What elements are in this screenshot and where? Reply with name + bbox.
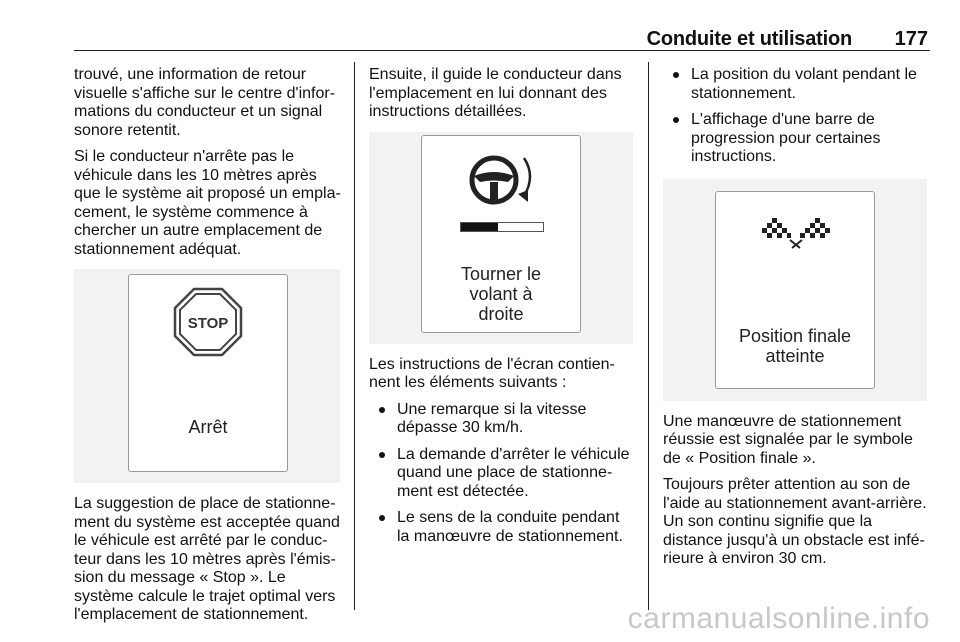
bullet-icon xyxy=(673,117,679,123)
list-item-text: La position du volant pendant le stationnement. xyxy=(691,66,917,102)
steering-figure xyxy=(369,132,633,344)
paragraph: Une manœuvre de stationnement réussie est signalée par le symbole de « Position finale ». xyxy=(663,412,913,467)
finish-figure xyxy=(663,179,927,401)
list-item-text: L'affichage d'une barre de progression pour certaines instructions. xyxy=(691,111,881,165)
list-item xyxy=(369,509,635,546)
display-label-line: volant à xyxy=(469,283,533,304)
bullet-icon xyxy=(379,452,385,458)
bullet-list xyxy=(369,401,635,547)
paragraph: trouvé, une information de retour visuelle s'affiche sur le centre d'infor-mations du conducteur et un signal sonore retentit. xyxy=(74,66,336,139)
column-2 xyxy=(369,66,635,554)
stop-sign-text: STOP xyxy=(187,315,229,332)
display-panel xyxy=(421,135,581,333)
column-divider xyxy=(648,62,649,610)
display-panel xyxy=(715,191,875,389)
display-label-line: Tourner le xyxy=(460,263,542,284)
paragraph: Toujours prêter attention au son de l'aide au stationnement avant-arrière. Un son continu signifie que la distance jusqu'à un obstacle est infé-rieure à environ 30 cm. xyxy=(663,476,927,567)
page-header xyxy=(74,14,930,51)
checkered-flags-icon xyxy=(756,214,836,254)
column-1 xyxy=(74,66,344,633)
list-item xyxy=(663,111,929,167)
list-item-text: Le sens de la conduite pendant la manœuvre de stationnement. xyxy=(397,509,623,545)
display-label-line: atteinte xyxy=(765,345,825,366)
list-item-text: Une remarque si la vitesse dépasse 30 km/h. xyxy=(397,400,587,436)
progress-bar-fill xyxy=(461,223,498,231)
display-panel xyxy=(128,274,288,472)
column-divider xyxy=(354,62,355,610)
list-item xyxy=(663,66,929,103)
bullet-icon xyxy=(379,407,385,413)
watermark: carmanualsonline.info xyxy=(627,602,930,635)
bullet-icon xyxy=(379,515,385,521)
steering-wheel-icon xyxy=(456,146,546,216)
column-3 xyxy=(663,66,929,577)
display-label: Arrêt xyxy=(188,417,228,437)
list-item xyxy=(369,401,635,438)
list-item xyxy=(369,446,635,502)
display-label-line: droite xyxy=(478,303,524,324)
bullet-list xyxy=(663,66,929,167)
stop-sign-icon xyxy=(173,287,243,357)
paragraph: Ensuite, il guide le conducteur dans l'emplacement en lui donnant des instructions détaillées. xyxy=(369,66,622,120)
paragraph: La suggestion de place de stationne-ment du système est acceptée quand le véhicule est arrêté par le conduc-teur dans les 10 mètres après l'émis-sion du message « Stop ». Le système calcule le trajet optimal vers l'emplacement de stationnement. xyxy=(74,495,340,623)
stop-figure xyxy=(74,269,340,483)
section-title: Conduite et utilisation xyxy=(646,28,852,50)
list-item-text: La demande d'arrêter le véhicule quand une place de stationne-ment est détectée. xyxy=(397,445,630,500)
page-number: 177 xyxy=(894,28,928,50)
paragraph: Les instructions de l'écran contien-nent les éléments suivants : xyxy=(369,355,615,391)
paragraph: Si le conducteur n'arrête pas le véhicule dans les 10 mètres après que le système ait proposé un empla-cement, le système commence à chercher un autre emplacement de stationnement adéquat. xyxy=(74,148,341,258)
bullet-icon xyxy=(673,72,679,78)
display-label-line: Position finale xyxy=(738,325,852,346)
progress-bar xyxy=(460,222,544,232)
